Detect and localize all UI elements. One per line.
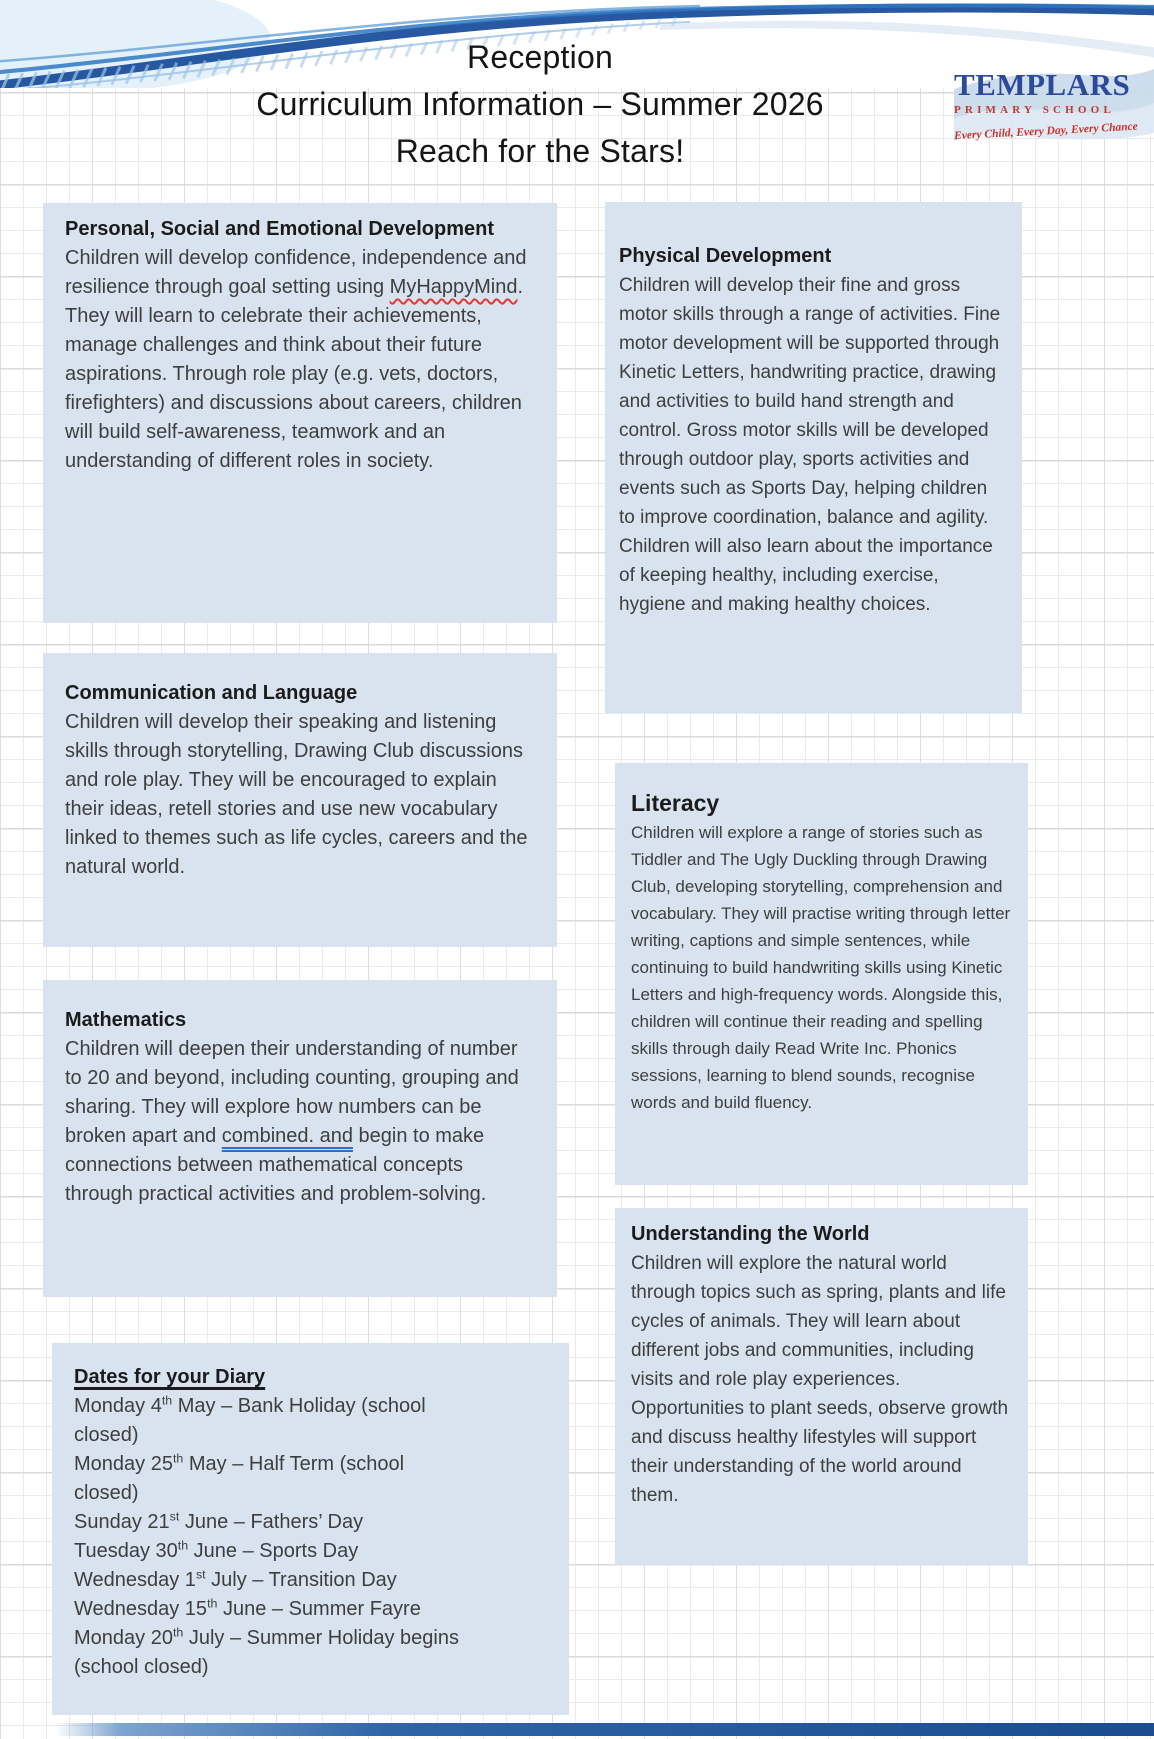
marked-text-grammar: combined. and — [221, 1125, 353, 1147]
diary-event: Wednesday 1st July – Transition Day — [74, 1567, 397, 1591]
section-personal-social-emotional — [43, 203, 557, 623]
footer-bar-decoration — [55, 1723, 1154, 1736]
section-mathematics — [43, 980, 557, 1297]
section-heading: Physical Development — [619, 245, 832, 267]
logo-tagline: Every Child, Every Day, Every Chance — [954, 120, 1139, 143]
body-text: Children will develop confidence, independence and resilience through goal setting using — [65, 247, 527, 298]
school-logo — [954, 55, 1154, 161]
body-text: Children will deepen their understanding of number to 20 and beyond, including counting, grouping and sharing. They will explore how numbers can be broken apart and — [65, 1038, 519, 1147]
section-body — [65, 1035, 535, 1209]
diary-event: Sunday 21st June – Fathers’ Day — [74, 1509, 364, 1533]
diary-event-list — [74, 1392, 547, 1682]
title-line-motto: Reach for the Stars! — [395, 133, 685, 169]
section-body — [65, 244, 535, 476]
diary-event: Tuesday 30th June – Sports Day — [74, 1538, 359, 1562]
body-text: begin to make connections between mathematical concepts through practical activities and problem-solving. — [65, 1125, 487, 1205]
section-understanding-the-world — [615, 1208, 1028, 1565]
logo-school-name: TEMPLARS — [954, 67, 1131, 102]
section-literacy — [615, 763, 1028, 1185]
section-communication-language — [43, 653, 557, 947]
section-body: Children will develop their speaking and listening skills through storytelling, Drawing Club discussions and role play. They will be encouraged to explain their ideas, retell stories and use new vocabulary linked to themes such as life cycles, careers and the natural world. — [65, 711, 528, 878]
title-line-curriculum: Curriculum Information – Summer 2026 — [256, 86, 824, 122]
section-heading: Dates for your Diary — [74, 1366, 266, 1388]
section-physical-development — [605, 202, 1022, 713]
page-title — [0, 34, 1080, 175]
section-heading: Personal, Social and Emotional Development — [65, 218, 494, 240]
section-dates-for-your-diary — [52, 1343, 569, 1715]
diary-event: Monday 25th May – Half Term (school closed) — [74, 1451, 405, 1504]
section-body: Children will explore the natural world through topics such as spring, plants and life cycles of animals. They will learn about different jobs and communities, including visits and role play experiences. Opportunities to plant seeds, observe growth and discuss healthy lifestyles will support their understanding of the world around them. — [631, 1253, 1009, 1506]
marked-text-spelling: MyHappyMind — [389, 276, 518, 298]
diary-event: Wednesday 15th June – Summer Fayre — [74, 1596, 421, 1620]
diary-event: Monday 4th May – Bank Holiday (school closed) — [74, 1393, 426, 1446]
diary-event: Monday 20th July – Summer Holiday begins (school closed) — [74, 1625, 459, 1678]
section-heading: Literacy — [631, 790, 720, 816]
section-heading: Understanding the World — [631, 1223, 870, 1245]
section-heading: Mathematics — [65, 1009, 187, 1031]
body-text: . They will learn to celebrate their achievements, manage challenges and think about their future aspirations. Through role play (e.g. vets, doctors, firefighters) and discussions about careers, children will build self-awareness, teamwork and an understanding of different roles in society. — [65, 276, 524, 472]
title-line-reception: Reception — [467, 39, 613, 75]
section-heading: Communication and Language — [65, 682, 358, 704]
logo-school-type: PRIMARY SCHOOL — [954, 104, 1115, 116]
section-body: Children will explore a range of stories such as Tiddler and The Ugly Duckling through Drawing Club, developing storytelling, comprehension and vocabulary. They will practise writing through letter writing, captions and simple sentences, while continuing to build handwriting skills using Kinetic Letters and high-frequency words. Alongside this, children will continue their reading and spelling skills through daily Read Write Inc. Phonics sessions, learning to blend sounds, recognise words and build fluency. — [631, 823, 1011, 1112]
section-body: Children will develop their fine and gross motor skills through a range of activities. Fine motor development will be supported through Kinetic Letters, handwriting practice, drawing and activities to build hand strength and control. Gross motor skills will be developed through outdoor play, sports activities and events such as Sports Day, helping children to improve coordination, balance and agility. Children will also learn about the importance of keeping healthy, including exercise, hygiene and making healthy choices. — [619, 275, 1001, 615]
